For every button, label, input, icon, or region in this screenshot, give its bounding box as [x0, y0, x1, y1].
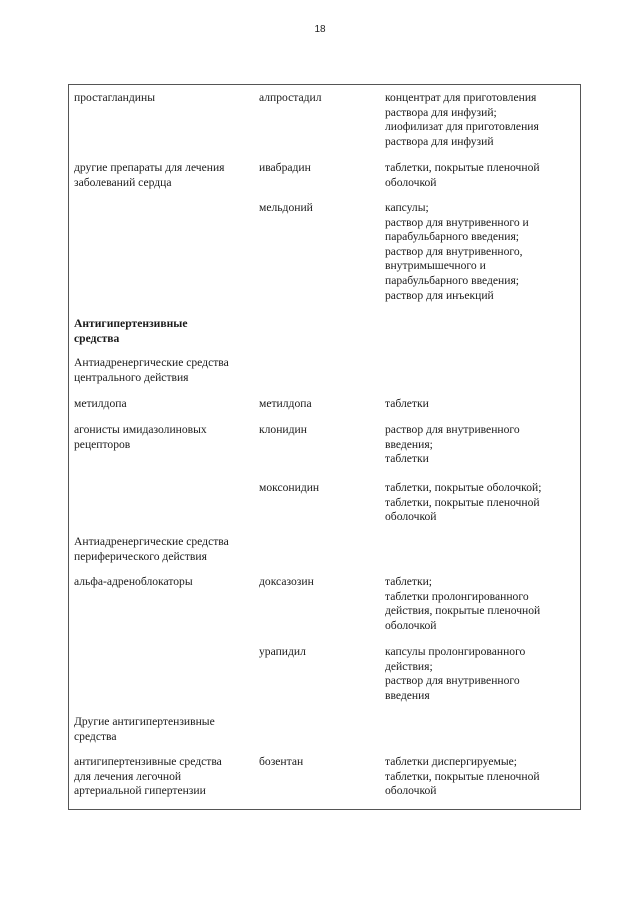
drug-name-cell: клонидин	[259, 423, 307, 436]
drug-name-cell: бозентан	[259, 755, 304, 768]
drug-name-cell: алпростадил	[259, 91, 322, 104]
dosage-form-cell: капсулы; раствор для внутривенного и парабульбарного введения; раствор для внутривенного, внутримышечного и парабульбарного введения; раствор для инъекций	[385, 201, 529, 302]
dosage-form-cell: концентрат для приготовления раствора для инфузий; лиофилизат для приготовления раствора для инфузий	[385, 91, 539, 148]
drug-name-cell: метилдопа	[259, 397, 312, 410]
atc-group-cell: простагландины	[74, 91, 155, 104]
atc-group-cell: Антигипертензивные средства	[74, 317, 188, 345]
drug-name-cell: ивабрадин	[259, 161, 311, 174]
atc-group-cell: Другие антигипертензивные средства	[74, 715, 215, 743]
atc-group-cell: агонисты имидазолиновых рецепторов	[74, 423, 207, 451]
atc-group-cell: метилдопа	[74, 397, 127, 410]
atc-group-cell: другие препараты для лечения заболеваний сердца	[74, 161, 225, 189]
drug-table	[68, 84, 581, 810]
drug-name-cell: мельдоний	[259, 201, 313, 214]
atc-group-cell: Антиадренергические средства периферического действия	[74, 535, 229, 563]
dosage-form-cell: капсулы пролонгированного действия; раствор для внутривенного введения	[385, 645, 526, 702]
drug-name-cell: доксазозин	[259, 575, 314, 588]
dosage-form-cell: таблетки диспергируемые; таблетки, покрытые пленочной оболочкой	[385, 755, 540, 798]
atc-group-cell: Антиадренергические средства центрального действия	[74, 356, 229, 384]
dosage-form-cell: раствор для внутривенного введения; таблетки	[385, 423, 520, 466]
drug-name-cell: урапидил	[259, 645, 306, 658]
atc-group-cell: антигипертензивные средства для лечения легочной артериальной гипертензии	[74, 755, 222, 798]
drug-name-cell: моксонидин	[259, 481, 320, 494]
page-number: 18	[314, 24, 326, 35]
dosage-form-cell: таблетки, покрытые оболочкой; таблетки, покрытые пленочной оболочкой	[385, 481, 542, 524]
dosage-form-cell: таблетки; таблетки пролонгированного действия, покрытые пленочной оболочкой	[385, 575, 541, 632]
atc-group-cell: альфа-адреноблокаторы	[74, 575, 193, 588]
dosage-form-cell: таблетки	[385, 397, 429, 410]
dosage-form-cell: таблетки, покрытые пленочной оболочкой	[385, 161, 540, 189]
